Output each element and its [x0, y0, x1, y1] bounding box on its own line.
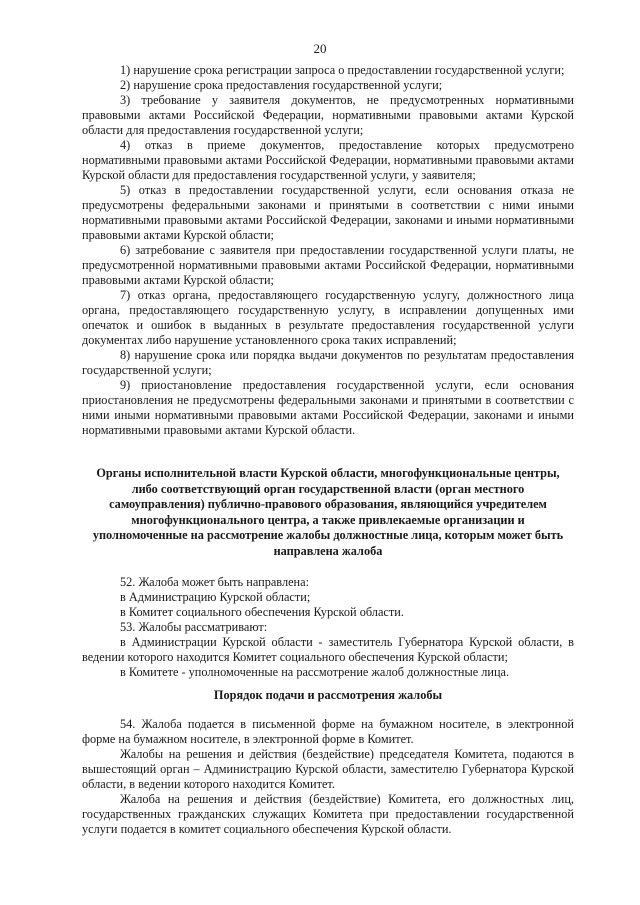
list-item: 9) приостановление предоставления государственной услуги, если основания приостановления не предусмотрены федеральными законами и принятыми в соответствии с ними иными нормативными правовыми актами Российской Федерации, законами и иными нормативными правовыми актами Курской области.: [82, 378, 574, 437]
section-54: [82, 717, 574, 837]
section-52-53: [82, 575, 574, 680]
list-item: 6) затребование с заявителя при предоставлении государственной услуги платы, не предусмотренной нормативными правовыми актами Российской Федерации, нормативными правовыми актами Курской области;: [82, 243, 574, 287]
paragraph: 53. Жалобы рассматривают:: [120, 620, 268, 634]
list-item: 8) нарушение срока или порядка выдачи документов по результатам предоставления государственной услуги;: [82, 348, 574, 377]
paragraph: в Комитете - уполномоченные на рассмотрение жалоб должностные лица.: [120, 665, 510, 679]
list-item: 7) отказ органа, предоставляющего государственную услугу, должностного лица органа, предоставляющего государственную услугу, в исправлении допущенных ими опечаток и ошибок в выданных в результате предоставления государственной услуги документах либо нарушение установленного срока таких исправлений;: [82, 288, 574, 347]
paragraph: 54. Жалоба подается в письменной форме на бумажном носителе, в электронной форме на бумажном носителе, в электронной форме в Комитет.: [82, 717, 574, 746]
paragraph: Жалоба на решения и действия (бездействие) Комитета, его должностных лиц, государственных гражданских служащих Комитета при предоставлении государственной услуги подается в комитет социального обеспечения Курской области.: [82, 792, 574, 836]
paragraph: в Комитет социального обеспечения Курской области.: [120, 605, 404, 619]
paragraph: в Администрации Курской области - заместитель Губернатора Курской области, в ведении которого находится Комитет социального обеспечения Курской области;: [82, 635, 574, 664]
paragraph: Жалобы на решения и действия (бездействие) председателя Комитета, подаются в вышестоящий орган – Администрацию Курской области, заместителю Губернатора Курской области, в ведении которого находится Комитет.: [82, 747, 574, 791]
section-heading-procedure: Порядок подачи и рассмотрения жалобы: [213, 688, 443, 702]
paragraph: 52. Жалоба может быть направлена:: [120, 575, 309, 589]
paragraph: в Администрацию Курской области;: [120, 590, 311, 604]
list-item: 5) отказ в предоставлении государственной услуги, если основания отказа не предусмотрены федеральными законами и принятыми в соответствии с ними иными нормативными правовыми актами Российской Федерации, законами и иными нормативными правовыми актами Курской области;: [82, 183, 574, 242]
violations-list: [82, 63, 574, 438]
list-item: 4) отказ в приеме документов, предоставление которых предусмотрено нормативными правовыми актами Российской Федерации, нормативными правовыми актами Курской области для предоставления государственной услуги, у заявителя;: [82, 138, 574, 182]
list-item: 1) нарушение срока регистрации запроса о предоставлении государственной услуги;: [120, 63, 565, 77]
section-heading-authorities: Органы исполнительной власти Курской области, многофункциональные центры, либо соответствующий орган государственной власти (орган местного самоуправления) публично-правового образования, являющийся учредителем многофункционального центра, а также привлекаемые организации и уполномоченные на рассмотрение жалобы должностные лица, которым может быть направлена жалоба: [92, 466, 564, 558]
list-item: 2) нарушение срока предоставления государственной услуги;: [120, 78, 443, 92]
page-number: 20: [313, 41, 327, 56]
list-item: 3) требование у заявителя документов, не предусмотренных нормативными правовыми актами Российской Федерации, нормативными правовыми актами Курской области для предоставления государственной услуги;: [82, 93, 574, 137]
